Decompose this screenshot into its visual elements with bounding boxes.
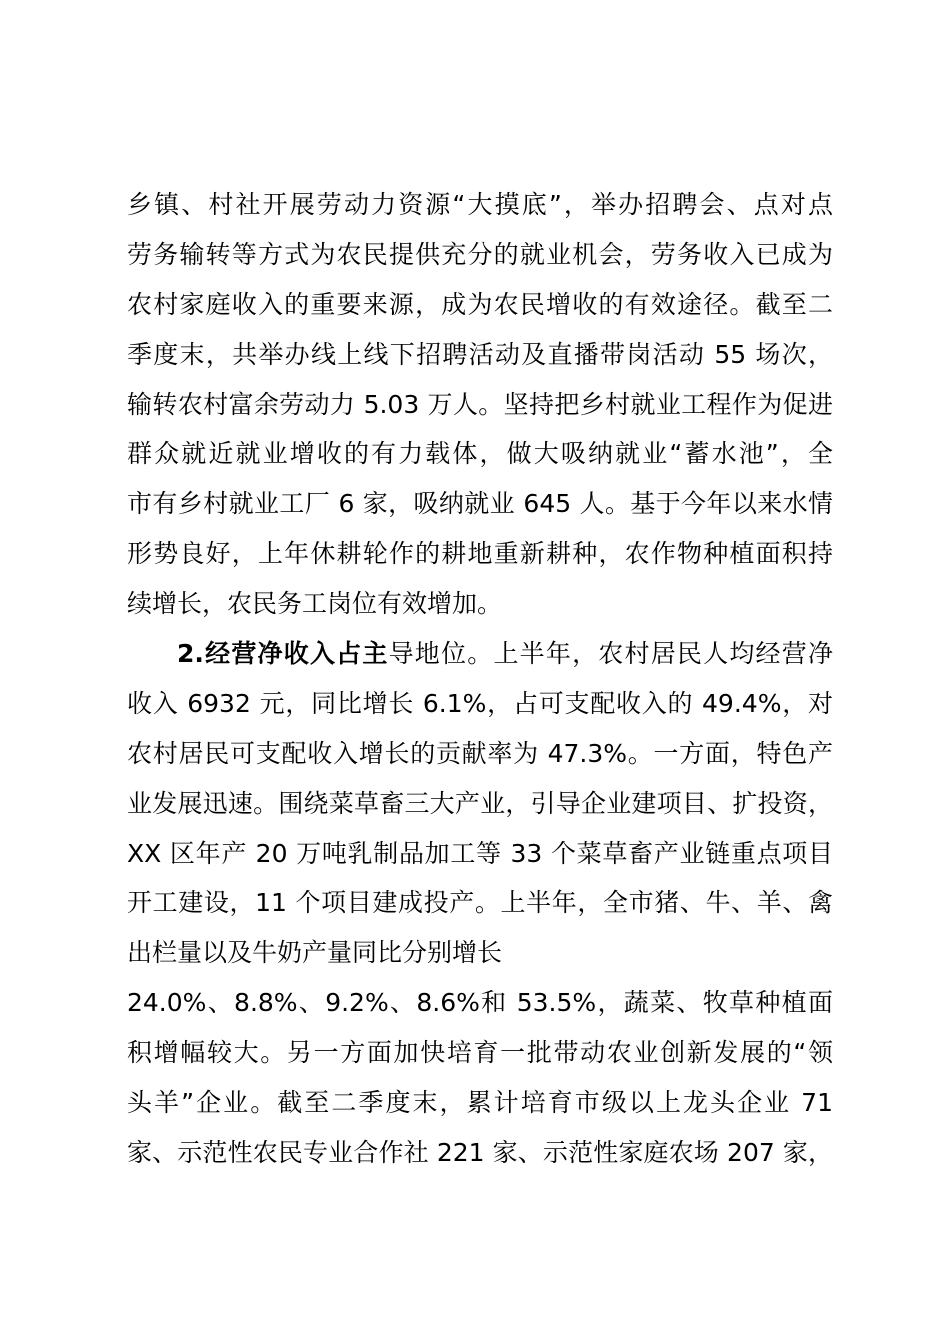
text-line: 农村居民可支配收入增长的贡献率为 47.3%。一方面，特色产	[127, 738, 833, 768]
text-line: 劳务输转等方式为农民提供充分的就业机会，劳务收入已成为	[127, 239, 833, 269]
text-line: XX 区年产 20 万吨乳制品加工等 33 个菜草畜产业链重点项目	[127, 838, 833, 868]
text-line: 出栏量以及牛奶产量同比分别增长	[127, 938, 503, 968]
paragraph-heading-line	[127, 629, 833, 679]
text-line: 市有乡村就业工厂 6 家，吸纳就业 645 人。基于今年以来水情	[127, 489, 833, 519]
text-line: 家、示范性农民专业合作社 221 家、示范性家庭农场 207 家，	[127, 1137, 833, 1167]
text-line: 农村家庭收入的重要来源，成为农民增收的有效途径。截至二	[127, 289, 833, 319]
text-line: 群众就近就业增收的有力载体，做大吸纳就业“蓄水池”，全	[127, 439, 833, 469]
text-line: 导地位。上半年，农村居民人均经营净	[388, 639, 833, 669]
text-line: 形势良好，上年休耕轮作的耕地重新耕种，农作物种植面积持	[127, 539, 833, 569]
section-heading: 2.经营净收入占主	[177, 639, 389, 669]
text-line: 积增幅较大。另一方面加快培育一批带动农业创新发展的“领	[127, 1038, 833, 1068]
body-text	[127, 180, 833, 1178]
text-line: 头羊”企业。截至二季度末，累计培育市级以上龙头企业 71	[127, 1088, 833, 1118]
text-line: 业发展迅速。围绕菜草畜三大产业，引导企业建项目、扩投资，	[127, 788, 833, 818]
text-line: 乡镇、村社开展劳动力资源“大摸底”，举办招聘会、点对点	[127, 190, 833, 219]
text-line: 续增长，农民务工岗位有效增加。	[127, 589, 503, 619]
text-line: 24.0%、8.8%、9.2%、8.6%和 53.5%，蔬菜、牧草种植面	[127, 988, 833, 1018]
text-line: 收入 6932 元，同比增长 6.1%，占可支配收入的 49.4%，对	[127, 688, 833, 718]
text-line: 输转农村富余劳动力 5.03 万人。坚持把乡村就业工程作为促进	[127, 389, 833, 419]
text-line: 开工建设，11 个项目建成投产。上半年，全市猪、牛、羊、禽	[127, 888, 833, 918]
text-line: 季度末，共举办线上线下招聘活动及直播带岗活动 55 场次，	[127, 339, 833, 369]
